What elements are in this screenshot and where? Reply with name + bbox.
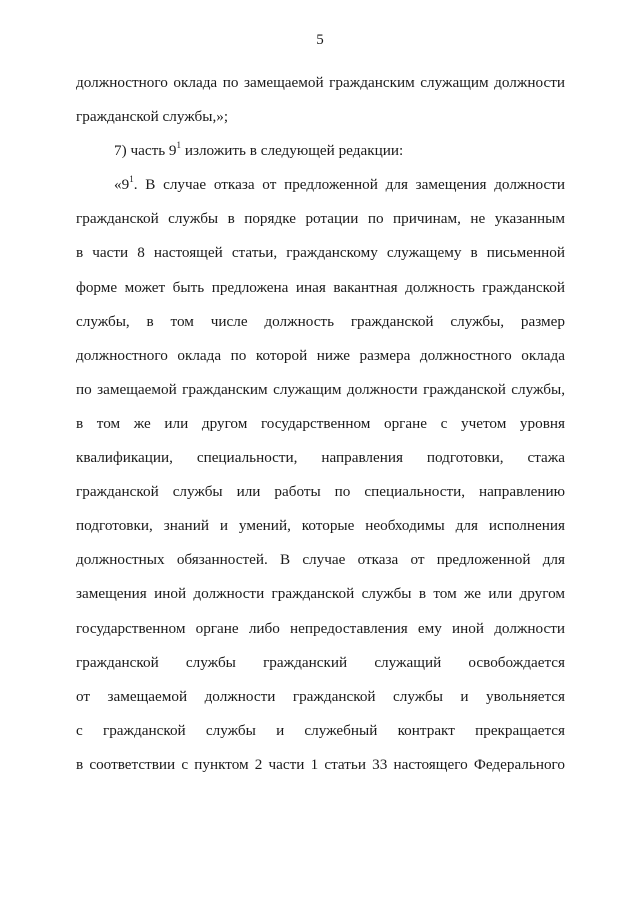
text-line: должностного оклада по которой ниже размера должностного оклада [76, 346, 565, 364]
superscript: 1 [129, 174, 134, 185]
text-line: гражданской службы или работы по специальности, направлению [76, 483, 565, 501]
document-body [76, 66, 565, 782]
amendment-item-7 [76, 134, 565, 168]
text-line: должностных обязанностей. В случае отказа от предложенной для [76, 551, 565, 569]
part-number: «9 [114, 176, 130, 194]
text-line: форме может быть предложена иная вакантная должность гражданской [76, 278, 565, 296]
part-text: . В случае отказа от предложенной для замещения должности [133, 176, 565, 194]
text-line: в соответствии с пунктом 2 части 1 статьи 33 настоящего Федерального [76, 755, 565, 773]
text-line: от замещаемой должности гражданской службы и увольняется [76, 687, 565, 705]
text-line: квалификации, специальности, направления подготовки, стажа [76, 449, 565, 467]
text-line: должностного оклада по замещаемой гражданским служащим должности [76, 74, 565, 91]
text-line: гражданской службы в порядке ротации по причинам, не указанным [76, 210, 565, 228]
page-number: 5 [316, 32, 324, 48]
text-line: гражданской службы гражданский служащий освобождается [76, 653, 565, 671]
text-line: государственном органе либо непредоставления ему иной должности [76, 619, 565, 637]
text-line: по замещаемой гражданским служащим должности гражданской службы, [76, 380, 565, 398]
text-line: службы, в том числе должность гражданской службы, размер [76, 312, 565, 330]
text-line: с гражданской службы и служебный контракт прекращается [76, 721, 565, 739]
amendment-item-suffix: изложить в следующей редакции: [181, 142, 404, 160]
text-line: замещения иной должности гражданской службы в том же или другом [76, 585, 565, 603]
text-line: гражданской службы,»; [76, 108, 229, 126]
amendment-item-prefix: 7) часть 9 [114, 142, 177, 160]
text-line: подготовки, знаний и умений, которые необходимы для исполнения [76, 517, 565, 535]
text-line: в том же или другом государственном органе с учетом уровня [76, 414, 565, 432]
quoted-part-start [76, 168, 565, 202]
superscript: 1 [176, 140, 182, 151]
text-line: в части 8 настоящей статьи, гражданскому служащему в письменной [76, 244, 565, 262]
